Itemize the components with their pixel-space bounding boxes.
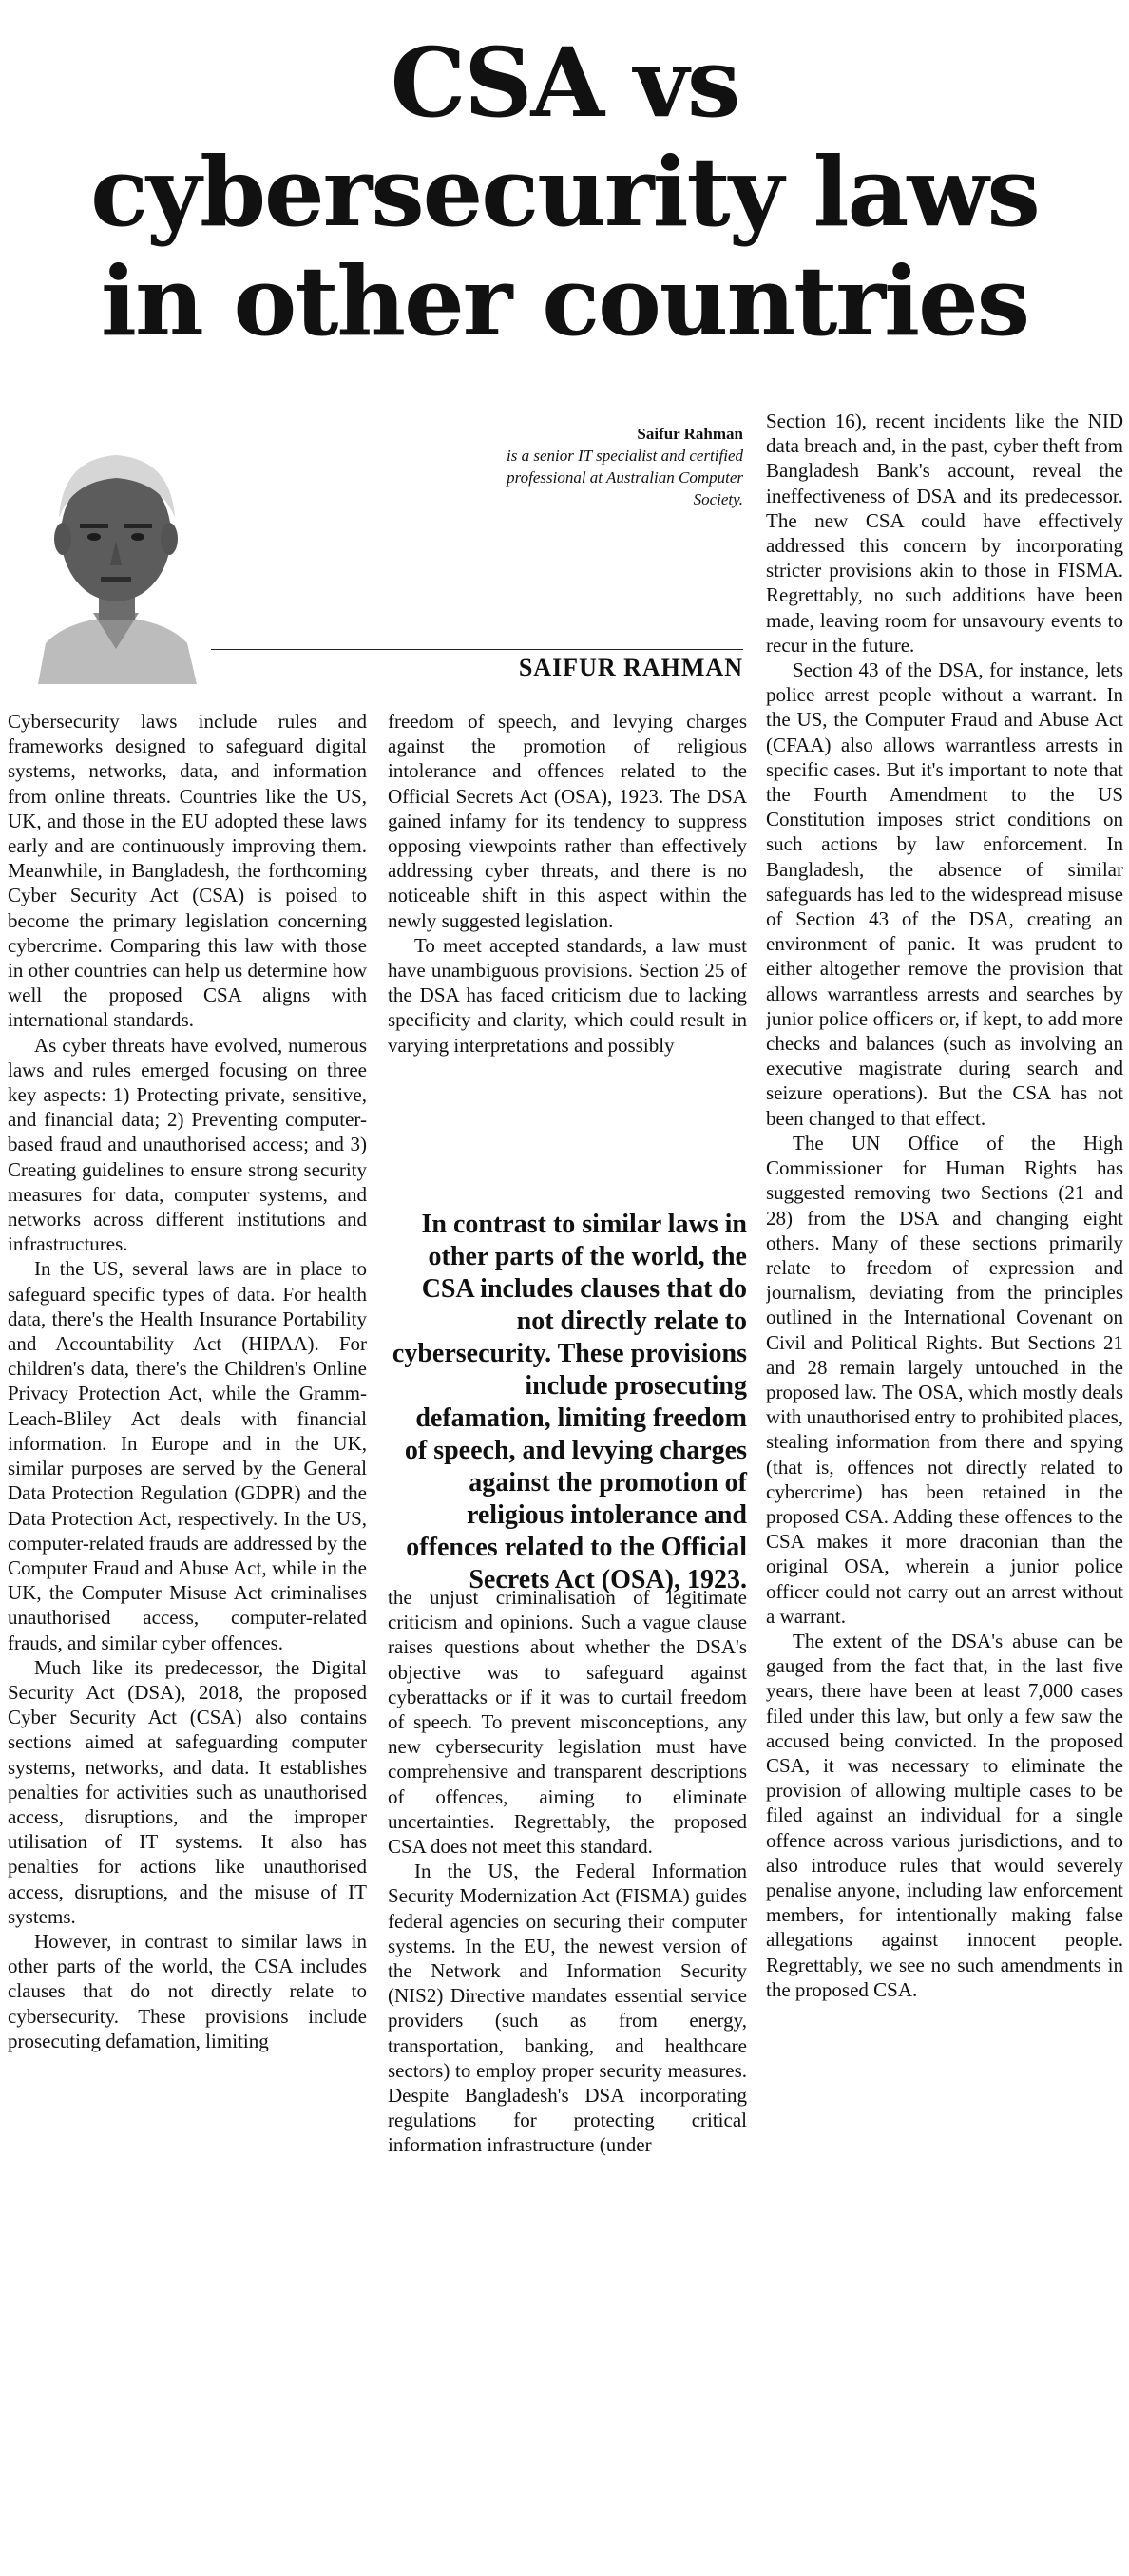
column-1-paragraph: Much like its predecessor, the Digital Security Act (DSA), 2018, the proposed Cyber Security Act (CSA) also contains sections aimed at safeguarding computer systems, networks, and data. It establishes penalties for activities such as unauthorised access, disruptions, and the improper utilisation of IT systems. It also has penalties for actions like unauthorised access, disruptions, and the misuse of IT systems.: [8, 1655, 367, 1928]
column-3-paragraph: The UN Office of the High Commissioner for Human Rights has suggested removing two Sections (21 and 28) from the DSA and changing eight others. Many of these sections primarily relate to freedom of expression and journalism, deviating from the principles outlined in the International Covenant on Civil and Political Rights. But Sections 21 and 28 remain largely untouched in the proposed law. The OSA, which mostly deals with unauthorised entry to prohibited places, stealing information from there and spying (that is, offences not directly related to cybercrime) has been retained in the proposed CSA. Adding these offences to the CSA makes it more draconian than the original OSA, wherein a junior police officer could not carry out an arrest without a warrant.: [766, 1131, 1123, 1628]
author-portrait-icon: [29, 423, 204, 684]
column-1-paragraph: However, in contrast to similar laws in other parts of the world, the CSA includes clauses that do not directly relate to cybersecurity. These provisions include prosecuting defamation, limiting: [8, 1929, 367, 2052]
column-1-paragraph: Cybersecurity laws include rules and frameworks designed to safeguard digital systems, networks, data, and information from online threats. Countries like the US, UK, and those in the EU adopted these laws early and are continuously improving them. Meanwhile, in Bangladesh, the forthcoming Cyber Security Act (CSA) is poised to become the primary legislation concerning cybercrime. Comparing this law with those in other countries can help us determine how well the proposed CSA aligns with international standards.: [8, 710, 367, 1032]
author-signature: SAIFUR RAHMAN: [518, 654, 743, 681]
column-2-paragraph: To meet accepted standards, a law must have unambiguous provisions. Section 25 of the DSA has faced criticism due to lacking specificity and clarity, which could result in varying interpretations and possibly: [388, 933, 747, 1057]
column-3-paragraph: The extent of the DSA's abuse can be gauged from the fact that, in the last five years, there have been at least 7,000 cases filed under this law, but only a few saw the accused being convicted. In the proposed CSA, it was necessary to eliminate the provision of allowing multiple cases to be filed against an individual for a single offence across various jurisdictions, and to also introduce rules that would severely penalise anyone, including law enforcement members, for intentionally making false allegations against innocent people. Regrettably, we see no such amendments in the proposed CSA.: [766, 1629, 1123, 2001]
column-2-bottom: [388, 1585, 747, 2573]
headline-line-3: in other countries: [100, 245, 1028, 357]
column-1: [8, 709, 367, 2571]
column-2-paragraph: freedom of speech, and levying charges against the promotion of religious intolerance and offences related to the Official Secrets Act (OSA), 1923. The DSA gained infamy for its tendency to suppress opposing viewpoints rather than effectively addressing cyber threats, and there is no noticeable shift in this aspect within the newly suggested legislation.: [388, 710, 747, 932]
column-2-top: [388, 709, 747, 1184]
headline: [0, 29, 1129, 356]
column-2-paragraph: In the US, the Federal Information Security Modernization Act (FISMA) guides federal agencies on securing their computer systems. In the EU, the newest version of the Network and Information Security (NIS2) Directive mandates essential service providers (such as from energy, transportation, banking, and healthcare sectors) to employ proper security measures. Despite Bangladesh's DSA incorporating regulations for protecting critical information infrastructure (under: [388, 1860, 747, 2157]
headline-line-2: cybersecurity laws: [90, 136, 1039, 248]
column-1-paragraph: As cyber threats have evolved, numerous laws and rules emerged focusing on three key aspects: 1) Protecting private, sensitive, and financial data; 2) Preventing computer-based fraud and unauthorised access; and 3) Creating guidelines to ensure strong security measures for data, computer systems, and networks across different institutions and infrastructures.: [8, 1033, 367, 1256]
headline-line-1: CSA vs: [390, 27, 739, 139]
author-bio-description: is a senior IT specialist and certified professional at Australian Computer Society.: [506, 447, 743, 508]
column-3-paragraph: Section 43 of the DSA, for instance, lets police arrest people without a warrant. In the US, the Computer Fraud and Abuse Act (CFAA) also allows warrantless arrests in specific cases. But it's important to note that the Fourth Amendment to the US Constitution imposes strict conditions on such actions by law enforcement. In Bangladesh, the absence of similar safeguards has led to the widespread misuse of Section 43 of the DSA, creating an environment of panic. It was prudent to either altogether remove the provision that allows warrantless arrests and searches by junior police officers or, if kept, to add more checks and balances (such as involving an executive magistrate during search and seizure operations). But the CSA has not been changed to that effect.: [766, 658, 1123, 1130]
column-3: [766, 409, 1123, 2573]
column-3-paragraph: Section 16), recent incidents like the NID data breach and, in the past, cyber theft from Bangladesh Bank's account, reveal the ineffectiveness of DSA and its predecessor. The new CSA could have effectively addressed this concern by incorporating stricter provisions akin to those in FISMA. Regrettably, no such additions have been made, leaving room for unsavoury events to recur in the future.: [766, 410, 1123, 657]
column-2-paragraph: the unjust criminalisation of legitimate criticism and opinions. Such a vague clause raises questions about whether the DSA's objective was to safeguard against cyberattacks or if it was to curtail freedom of speech. To prevent misconceptions, any new cybersecurity legislation must have comprehensive and transparent descriptions of offences, aiming to eliminate uncertainties. Regrettably, the proposed CSA does not meet this standard.: [388, 1586, 747, 1859]
author-bio: [494, 423, 743, 510]
author-bio-name: Saifur Rahman: [637, 425, 743, 443]
pull-quote: In contrast to similar laws in other parts of the world, the CSA includes clauses that do not directly relate to cybersecurity. These provisions include prosecuting defamation, limiting freedom of speech, and levying charges against the promotion of religious intolerance and offences related to the Official Secrets Act (OSA), 1923.: [392, 1210, 747, 1594]
column-1-paragraph: In the US, several laws are in place to safeguard specific types of data. For health data, there's the Health Insurance Portability and Accountability Act (HIPAA). For children's data, there's the Children's Online Privacy Protection Act, while the Gramm-Leach-Bliley Act deals with financial information. In Europe and in the UK, similar purposes are served by the General Data Protection Regulation (GDPR) and the Data Protection Act, respectively. In the US, computer-related frauds are addressed by the Computer Fraud and Abuse Act, while in the UK, the Computer Misuse Act criminalises unauthorised access, computer-related frauds, and similar cyber offences.: [8, 1257, 367, 1654]
